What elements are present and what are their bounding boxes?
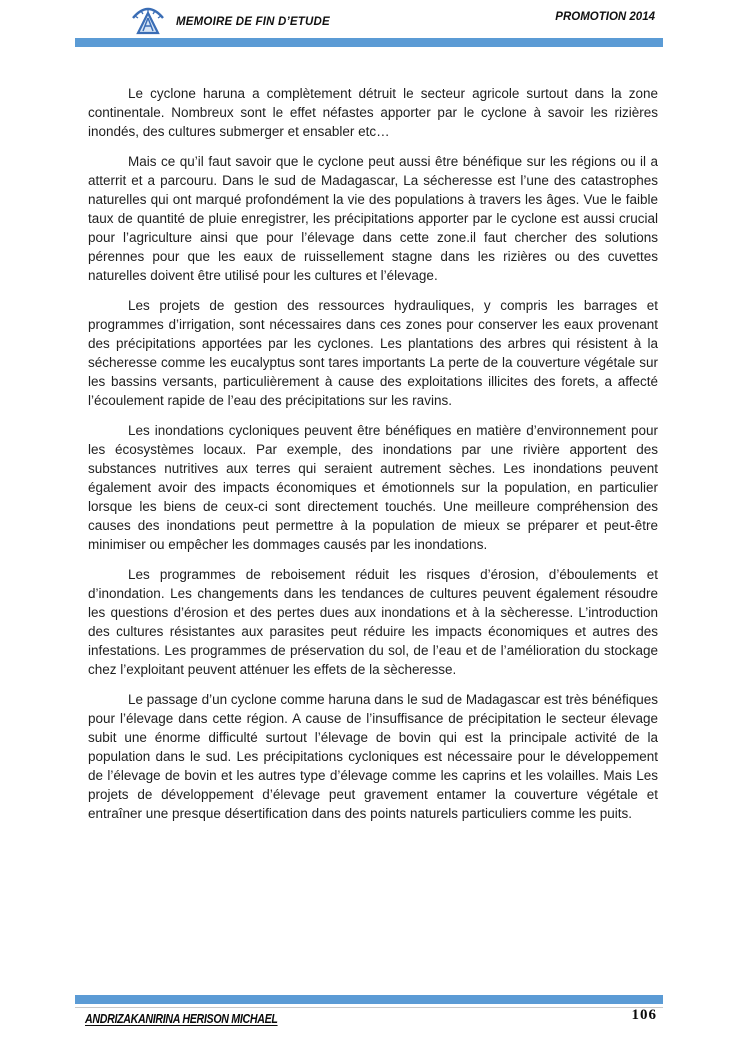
paragraph-3: Les projets de gestion des ressources hydrauliques, y compris les barrages et programmes d’irrigation, sont nécessaires dans ces zones pour conserver les eaux provenant des précipitations apportées par les cyclones. Les plantations des arbres qui résistent à la sécheresse comme les eucalyptus sont tares importants La perte de la couverture végétale sur les bassins versants, particulièrement à cause des exploitations illicites des forets, a affecté l’écoulement rapide de l’eau des précipitations sur les ravins.	[88, 298, 658, 408]
document-body	[88, 84, 658, 834]
page-number: 106	[631, 1007, 657, 1023]
school-emblem-icon	[130, 4, 166, 37]
footer-divider-shadow	[75, 1007, 663, 1008]
paragraph-1: Le cyclone haruna a complètement détruit le secteur agricole surtout dans la zone continentale. Nombreux sont le effet néfastes apporter par le cyclone à savoir les rizières inondés, des cultures submerger et ensabler etc…	[88, 86, 658, 139]
paragraph-5: Les programmes de reboisement réduit les risques d’érosion, d’éboulements et d’inondation. Les changements dans les tendances de cultures peuvent également résoudre les questions d’érosion et des pertes dues aux inondations et à la sècheresse. L’introduction des cultures résistantes aux parasites peut réduire les impacts économiques et autres des infestations. Les programmes de préservation du sol, de l’eau et de l’amélioration du stockage chez l’exploitant peuvent atténuer les effets de la sècheresse.	[88, 567, 658, 677]
paragraph-2: Mais ce qu’il faut savoir que le cyclone peut aussi être bénéfique sur les régions ou il a atterrit et a parcouru. Dans le sud de Madagascar, La sécheresse est l’une des catastrophes naturelles qui ont marqué profondément la vie des populations à travers les âges. Vue le faible taux de quantité de pluie enregistrer, les précipitations apporter par le cyclone est aussi crucial pour l’agriculture ainsi que pour l’élevage dans cette zone.il faut chercher des solutions pérennes pour que les eaux de ruissellement stagne dans les rizières ou des cuvettes naturelles doivent être utilisé pour les cultures et l’élevage.	[88, 154, 658, 283]
header-title: MEMOIRE DE FIN D’ETUDE	[176, 16, 330, 28]
header-promotion: PROMOTION 2014	[555, 11, 655, 23]
header-divider-bar	[75, 38, 663, 47]
footer-author: ANDRIZAKANIRINA HERISON MICHAEL	[85, 1011, 278, 1026]
paragraph-6: Le passage d’un cyclone comme haruna dans le sud de Madagascar est très bénéfiques pour l’élevage dans cette région. A cause de l’insuffisance de précipitation le secteur élevage subit une énorme difficulté surtout l’élevage de bovin qui est la principale activité de la population dans le sud. Les précipitations cycloniques est nécessaire pour le développement de l’élevage de bovin et les autres type d’élevage comme les caprins et les volailles. Mais Les projets de développement d’élevage peut gravement entamer la couverture végétale et entraîner une presque désertification dans des points naturels particuliers comme les puits.	[88, 692, 658, 821]
paragraph-4: Les inondations cycloniques peuvent être bénéfiques en matière d’environnement pour les écosystèmes locaux. Par exemple, des inondations par une rivière apportent des substances nutritives aux terres qui seraient autrement sèches. Les inondations peuvent également avoir des impacts économiques et émotionnels sur la population, en particulier lorsque les biens de ceux-ci sont directement touchés. Une meilleure compréhension des causes des inondations peut permettre à la population de mieux se préparer et peut-être minimiser ou empêcher les dommages causés par les inondations.	[88, 423, 658, 552]
footer-divider-bar	[75, 995, 663, 1004]
